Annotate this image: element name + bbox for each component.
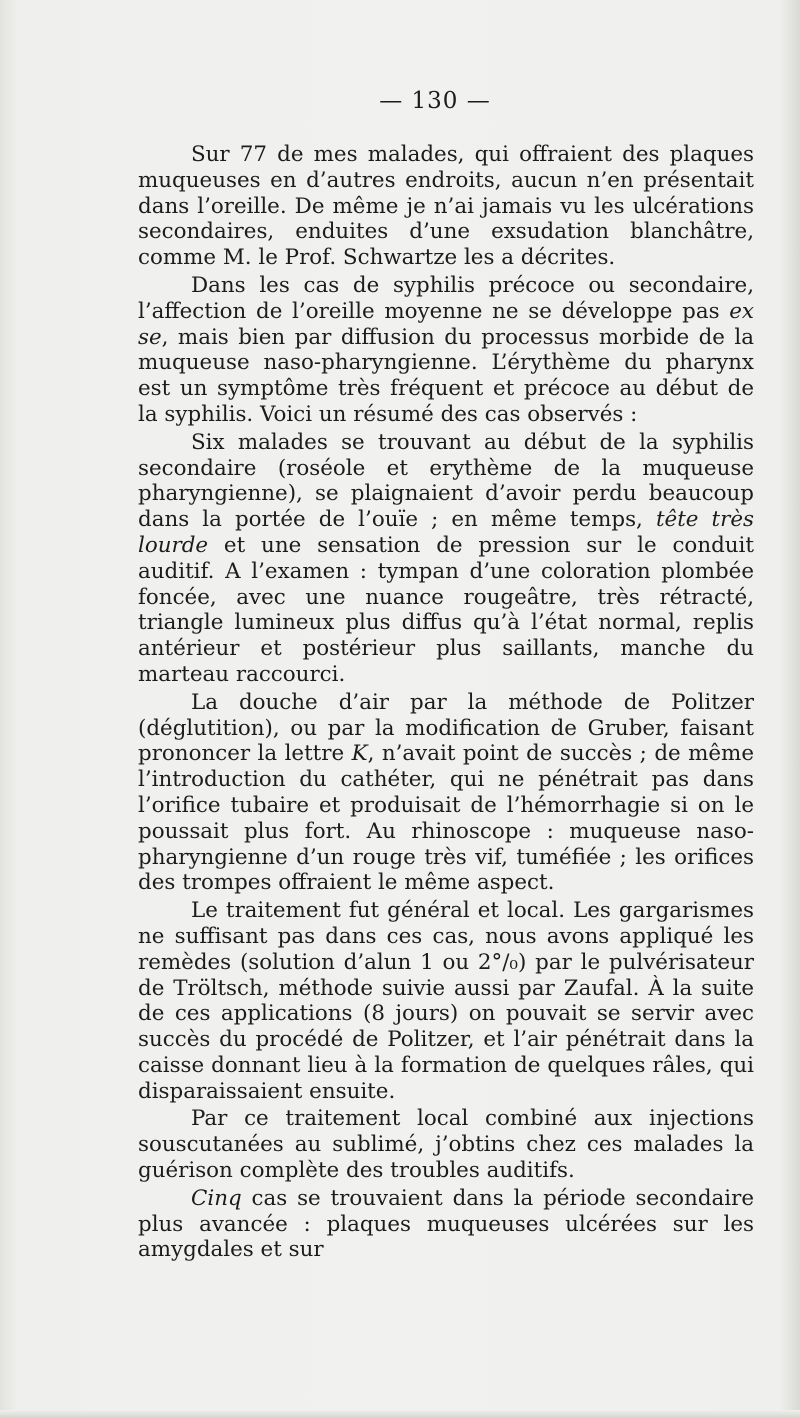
paragraph-4-italic: K bbox=[351, 741, 368, 767]
paragraph-2-text-start: Dans les cas de syphilis précoce ou secondaire, l’affection de l’oreille moyenne ne se développe pas bbox=[138, 272, 754, 324]
page-bottom-edge bbox=[0, 1410, 800, 1418]
paragraph-4-text-start: La douche d’air par la méthode de Politzer (déglutition), ou par la modification de Gruber, faisant prononcer la lettre bbox=[138, 689, 754, 767]
paragraph-5 bbox=[138, 898, 754, 1104]
paragraph-4-text-end: , n’avait point de succès ; de même l’introduction du cathéter, qui ne pénétrait pas dans l’orifice tubaire et produisait de l’hémorrhagie si on le poussait plus fort. Au rhinoscope : muqueuse naso-pharyngienne d’un rouge très vif, tuméfiée ; les orifices des trompes offraient le même aspect. bbox=[138, 741, 754, 896]
paragraph-6 bbox=[138, 1106, 754, 1183]
paragraph-3-text-end: et une sensation de pression sur le conduit auditif. A l’examen : tympan d’une coloration plombée foncée, avec une nuance rougeâtre, très rétracté, triangle lumineux plus diffus qu’à l’état normal, replis antérieur et postérieur plus saillants, manche du marteau raccourci. bbox=[138, 532, 754, 687]
paragraph-5-text: Le traitement fut général et local. Les gargarismes ne suffisant pas dans ces cas, nous avons appliqué les remèdes (solution d’alun 1 ou 2°/₀) par le pulvérisateur de Tröltsch, méthode suivie aussi par Zaufal. À la suite de ces applications (8 jours) on pouvait se servir avec succès du procédé de Politzer, et l’air pénétrait dans la caisse donnant lieu à la formation de quelques râles, qui disparaissaient ensuite. bbox=[138, 898, 754, 1104]
body-text bbox=[138, 142, 754, 1265]
paragraph-7 bbox=[138, 1186, 754, 1263]
paragraph-3 bbox=[138, 430, 754, 688]
paragraph-2 bbox=[138, 273, 754, 428]
paragraph-6-text: Par ce traitement local combiné aux injections souscutanées au sublimé, j’obtins chez ces malades la guérison complète des troubles auditifs. bbox=[138, 1106, 754, 1184]
paragraph-1-text: Sur 77 de mes malades, qui offraient des plaques muqueuses en d’autres endroits, aucun n’en présentait dans l’oreille. De même je n’ai jamais vu les ulcérations secondaires, enduites d’une exsudation blanchâtre, comme M. le Prof. Schwartze les a décrites. bbox=[138, 142, 754, 271]
paragraph-4 bbox=[138, 690, 754, 896]
paragraph-1 bbox=[138, 142, 754, 271]
page-number: — 130 — bbox=[379, 88, 491, 114]
paragraph-7-text-end: cas se trouvaient dans la période secondaire plus avancée : plaques muqueuses ulcérées sur les amygdales et sur bbox=[138, 1185, 754, 1263]
paragraph-3-text-start: Six malades se trouvant au début de la syphilis secondaire (roséole et erythème de la muqueuse pharyngienne), se plaignaient d’avoir perdu beaucoup dans la portée de l’ouïe ; en même temps, bbox=[138, 429, 754, 533]
paragraph-2-text-end: , mais bien par diffusion du processus morbide de la muqueuse naso-pharyngienne. L’érythème du pharynx est un symptôme très fréquent et précoce au début de la syphilis. Voici un résumé des cas observés : bbox=[138, 324, 754, 427]
paragraph-3-italic: tête très lourde bbox=[138, 507, 754, 558]
paragraph-2-italic: ex se bbox=[138, 298, 754, 350]
paragraph-7-italic: Cinq bbox=[191, 1185, 242, 1211]
